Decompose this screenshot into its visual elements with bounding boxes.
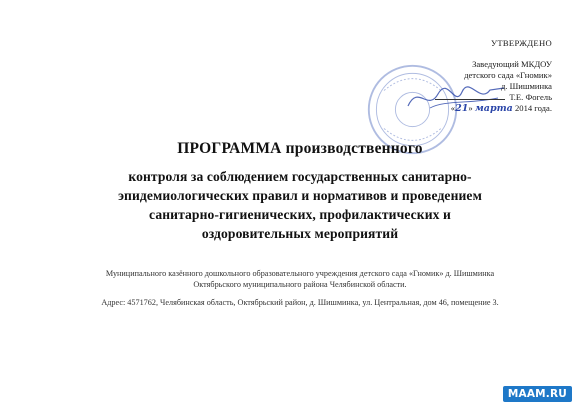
site-watermark: MAAM.RU	[503, 386, 572, 402]
institution-name: Муниципального казённого дошкольного образовательного учреждения детского сада «Гномик» д. Шишминка	[105, 269, 495, 278]
approver-village: д. Шишминка	[500, 81, 552, 91]
title-sub-line: санитарно-гигиенических, профилактических и	[149, 207, 451, 222]
approver-position: Заведующий МКДОУ	[472, 59, 552, 69]
date-year: 2014 года.	[514, 103, 552, 113]
institution-info	[40, 268, 560, 308]
date-day: 21	[455, 103, 469, 114]
institution-address: Адрес: 4571762, Челябинская область, Октябрьский район, д. Шишминка, ул. Центральная, дом 46, помещение 3.	[101, 298, 499, 307]
institution-district: Октябрьского муниципального района Челябинской области.	[193, 280, 407, 289]
title-sub-line: оздоровительных мероприятий	[201, 226, 399, 241]
signature-line	[352, 92, 552, 103]
approval-block	[352, 38, 552, 114]
title-sub-line: эпидемиологических правил и нормативов и проведением	[118, 188, 482, 203]
approval-date: «21» марта 2014 года.	[450, 103, 552, 114]
title-subtitle	[40, 167, 560, 243]
signatory-name: Т.Е. Фогель	[509, 92, 552, 102]
document-title	[40, 140, 560, 243]
date-month: марта	[474, 103, 513, 114]
signature-underline	[435, 99, 505, 100]
approval-heading: УТВЕРЖДЕНО	[490, 38, 552, 48]
title-sub-line: контроля за соблюдением государственных санитарно-	[128, 169, 472, 184]
title-main: ПРОГРАММА производственного	[177, 140, 423, 157]
approver-institution: детского сада «Гномик»	[464, 70, 552, 80]
